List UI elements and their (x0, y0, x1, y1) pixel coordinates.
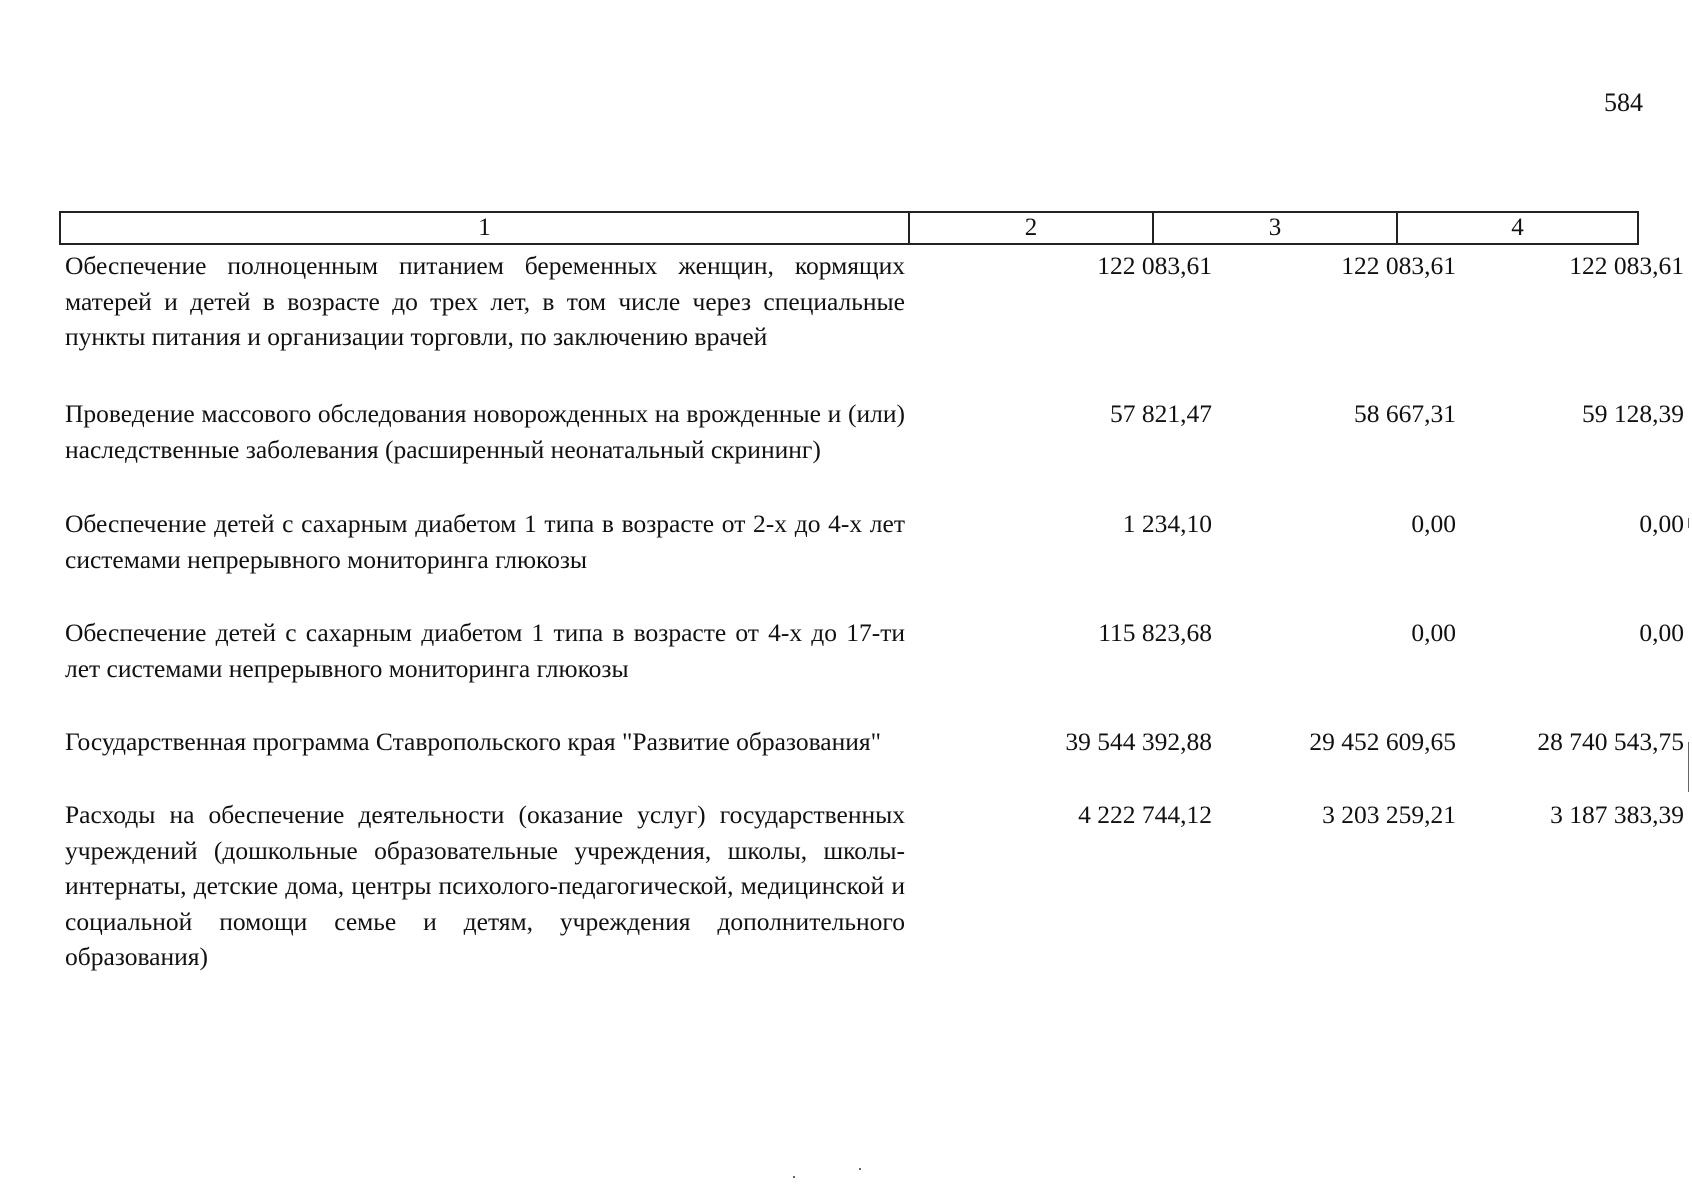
row-value-col2: 1 234,10 (1122, 509, 1212, 538)
row-value-col4: 0,00 (1639, 618, 1684, 647)
row-value-col3: 58 667,31 (1354, 399, 1456, 428)
row-value-col3: 3 203 259,21 (1322, 800, 1456, 829)
row-value-col2: 4 222 744,12 (1078, 800, 1212, 829)
row-value-col2: 57 821,47 (1110, 399, 1212, 428)
row-label: Обеспечение детей с сахарным диабетом 1 типа в возрасте от 2-х до 4-х лет системами непрерывного мониторинга глюкозы (65, 509, 905, 574)
row-value-col4: 0,00 (1639, 509, 1684, 538)
row-value-col3: 122 083,61 (1341, 251, 1456, 280)
row-value-col4: 3 187 383,39 (1550, 800, 1684, 829)
column-header-1: 1 (61, 213, 910, 243)
row-value-col3: 0,00 (1411, 618, 1456, 647)
row-label: Обеспечение полноценным питанием беременных женщин, кормящих матерей и детей в возрасте до трех лет, в том числе через специальные пункты питания и организации торговли, по заключению врачей (65, 251, 905, 351)
row-value-col3: 29 452 609,65 (1309, 727, 1456, 756)
row-value-col4: 59 128,39 (1582, 399, 1684, 428)
scan-artifact (859, 1168, 861, 1170)
page-number: 584 (1604, 88, 1643, 117)
column-header-3: 3 (1154, 213, 1398, 243)
row-value-col4: 122 083,61 (1569, 251, 1684, 280)
column-header-2: 2 (910, 213, 1154, 243)
row-value-col2: 122 083,61 (1097, 251, 1212, 280)
table-header-row (59, 211, 1639, 245)
row-value-col4: 28 740 543,75 (1537, 727, 1684, 756)
row-label: Обеспечение детей с сахарным диабетом 1 типа в возрасте от 4-х до 17-ти лет системами непрерывного мониторинга глюкозы (65, 618, 905, 683)
row-value-col2: 39 544 392,88 (1065, 727, 1212, 756)
row-label: Проведение массового обследования новорожденных на врожденные и (или) наследственные заболевания (расширенный неонатальный скрининг) (65, 399, 905, 464)
scan-artifact (1688, 742, 1689, 792)
column-header-4: 4 (1511, 214, 1524, 241)
row-value-col3: 0,00 (1411, 509, 1456, 538)
row-label: Расходы на обеспечение деятельности (оказание услуг) государственных учреждений (дошкольные образовательные учреждения, школы, школы-интернаты, детские дома, центры психолого-педагогической, медицинской и социальной помощи семье и детям, учреждения дополнительного образования) (65, 800, 905, 971)
row-value-col2: 115 823,68 (1098, 618, 1212, 647)
scan-artifact (793, 1176, 795, 1178)
scan-artifact (1688, 518, 1689, 528)
row-label: Государственная программа Ставропольского края "Развитие образования" (65, 727, 882, 756)
